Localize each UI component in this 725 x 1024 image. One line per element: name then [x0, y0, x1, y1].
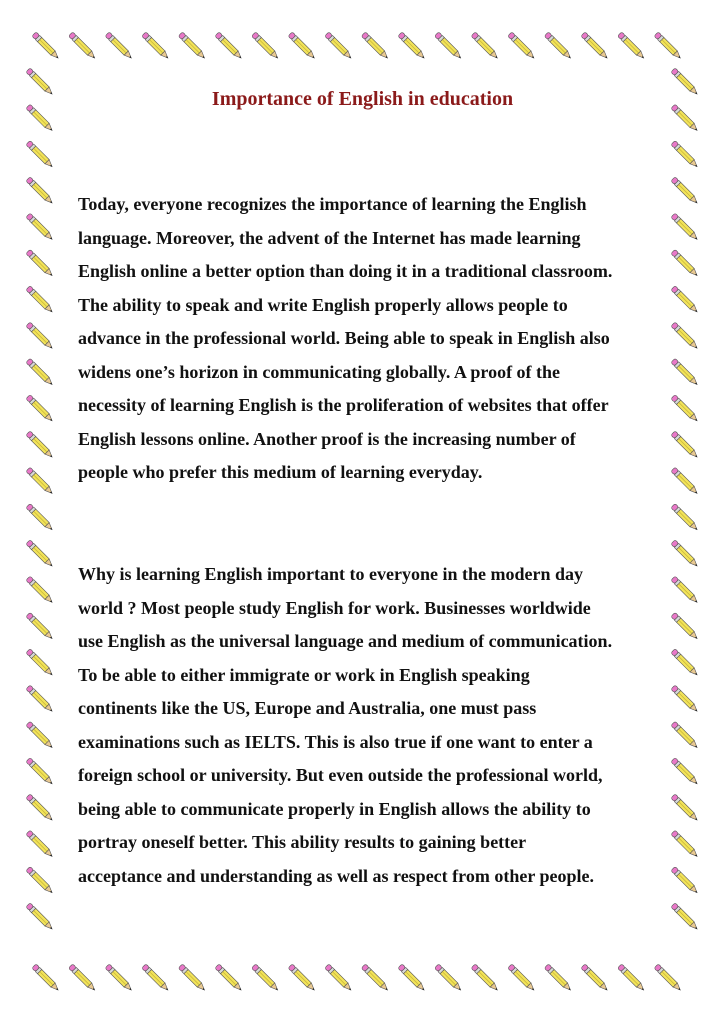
pencil-icon	[671, 358, 700, 387]
pencil-icon	[508, 964, 537, 993]
pencil-icon	[26, 866, 55, 895]
pencil-icon	[288, 964, 317, 993]
pencil-icon	[671, 612, 700, 641]
paragraph-line: use English as the universal language and medium of communication.	[78, 631, 613, 651]
pencil-icon	[26, 467, 55, 496]
pencil-icon	[68, 32, 97, 61]
pencil-icon	[654, 32, 683, 61]
pencil-icon	[32, 964, 61, 993]
pencil-icon	[105, 32, 134, 61]
pencil-icon	[581, 32, 610, 61]
paragraph-line: foreign school or university. But even outside the professional world,	[78, 765, 603, 785]
pencil-icon	[671, 721, 700, 750]
pencil-icon	[671, 794, 700, 823]
pencil-icon	[581, 964, 610, 993]
pencil-icon	[361, 964, 390, 993]
pencil-icon	[361, 32, 390, 61]
pencil-icon	[32, 32, 61, 61]
paragraph-line: The ability to speak and write English properly allows people to	[78, 294, 568, 315]
pencil-icon	[26, 431, 55, 460]
pencil-icon	[26, 758, 55, 787]
paragraph-line: world ? Most people study English for work. Businesses worldwide	[78, 597, 591, 618]
paragraph-line: portray oneself better. This ability results to gaining better	[78, 832, 527, 852]
paragraph-line: examinations such as IELTS. This is also true if one want to enter a	[78, 731, 593, 752]
pencil-icon	[26, 903, 55, 932]
pencil-icon	[671, 866, 700, 895]
pencil-icon	[26, 213, 55, 242]
pencil-icon	[26, 140, 55, 169]
pencil-icon	[434, 964, 463, 993]
pencil-icon	[26, 540, 55, 569]
pencil-icon	[26, 395, 55, 424]
pencil-icon	[671, 213, 700, 242]
pencil-icon	[654, 964, 683, 993]
pencil-icon	[26, 503, 55, 532]
pencil-icon	[671, 540, 700, 569]
pencil-icon	[544, 964, 573, 993]
pencil-icon	[251, 964, 280, 993]
pencil-icon	[26, 612, 55, 641]
pencil-icon	[105, 964, 134, 993]
document-title: Importance of English in education	[211, 88, 514, 110]
pencil-icon	[26, 358, 55, 387]
pencil-icon	[178, 964, 207, 993]
pencil-icon	[617, 32, 646, 61]
paragraph-2	[78, 558, 668, 893]
pencil-icon	[508, 32, 537, 61]
pencil-icon	[671, 177, 700, 206]
pencil-icon	[398, 964, 427, 993]
pencil-icon	[671, 758, 700, 787]
pencil-icon	[26, 249, 55, 278]
pencil-icon	[471, 964, 500, 993]
pencil-icon	[671, 903, 700, 932]
pencil-icon	[215, 32, 244, 61]
pencil-icon	[26, 322, 55, 351]
pencil-icon	[26, 685, 55, 714]
pencil-icon	[178, 32, 207, 61]
paragraph-line: continents like the US, Europe and Australia, one must pass	[78, 698, 537, 718]
pencil-icon	[26, 794, 55, 823]
pencil-icon	[671, 395, 700, 424]
pencil-icon	[671, 322, 700, 351]
pencil-icon	[26, 286, 55, 315]
pencil-icon	[671, 467, 700, 496]
pencil-icon	[671, 649, 700, 678]
paragraph-line: Why is learning English important to everyone in the modern day	[78, 564, 584, 584]
paragraph-1	[78, 188, 668, 490]
pencil-icon	[68, 964, 97, 993]
paragraph-line: acceptance and understanding as well as respect from other people.	[78, 865, 594, 886]
pencil-icon	[325, 32, 354, 61]
pencil-icon	[26, 576, 55, 605]
pencil-icon	[471, 32, 500, 61]
paragraph-line: widens one’s horizon in communicating globally. A proof of the	[78, 361, 561, 382]
pencil-icon	[617, 964, 646, 993]
paragraph-line: To be able to either immigrate or work in English speaking	[78, 664, 530, 685]
pencil-icon	[142, 964, 171, 993]
paragraph-line: being able to communicate properly in English allows the ability to	[78, 798, 591, 819]
pencil-icon	[671, 249, 700, 278]
paragraph-line: advance in the professional world. Being able to speak in English also	[78, 328, 610, 348]
pencil-icon	[544, 32, 573, 61]
pencil-icon	[671, 685, 700, 714]
pencil-icon	[215, 964, 244, 993]
paragraph-line: people who prefer this medium of learning everyday.	[78, 462, 483, 482]
pencil-icon	[671, 503, 700, 532]
pencil-icon	[26, 177, 55, 206]
pencil-icon	[288, 32, 317, 61]
pencil-icon	[671, 576, 700, 605]
paragraph-line: Today, everyone recognizes the importance of learning the English	[78, 194, 587, 214]
pencil-icon	[26, 721, 55, 750]
paragraph-line: language. Moreover, the advent of the Internet has made learning	[78, 227, 581, 248]
paragraph-line: English lessons online. Another proof is the increasing number of	[78, 428, 576, 449]
pencil-icon	[398, 32, 427, 61]
pencil-icon	[26, 830, 55, 859]
pencil-icon	[671, 431, 700, 460]
pencil-icon	[671, 286, 700, 315]
pencil-icon	[434, 32, 463, 61]
paragraph-line: English online a better option than doing it in a traditional classroom.	[78, 261, 613, 281]
pencil-icon	[251, 32, 280, 61]
paragraph-line: necessity of learning English is the proliferation of websites that offer	[78, 395, 609, 415]
pencil-icon	[325, 964, 354, 993]
pencil-icon	[671, 830, 700, 859]
pencil-icon	[142, 32, 171, 61]
pencil-icon	[671, 140, 700, 169]
pencil-icon	[26, 649, 55, 678]
